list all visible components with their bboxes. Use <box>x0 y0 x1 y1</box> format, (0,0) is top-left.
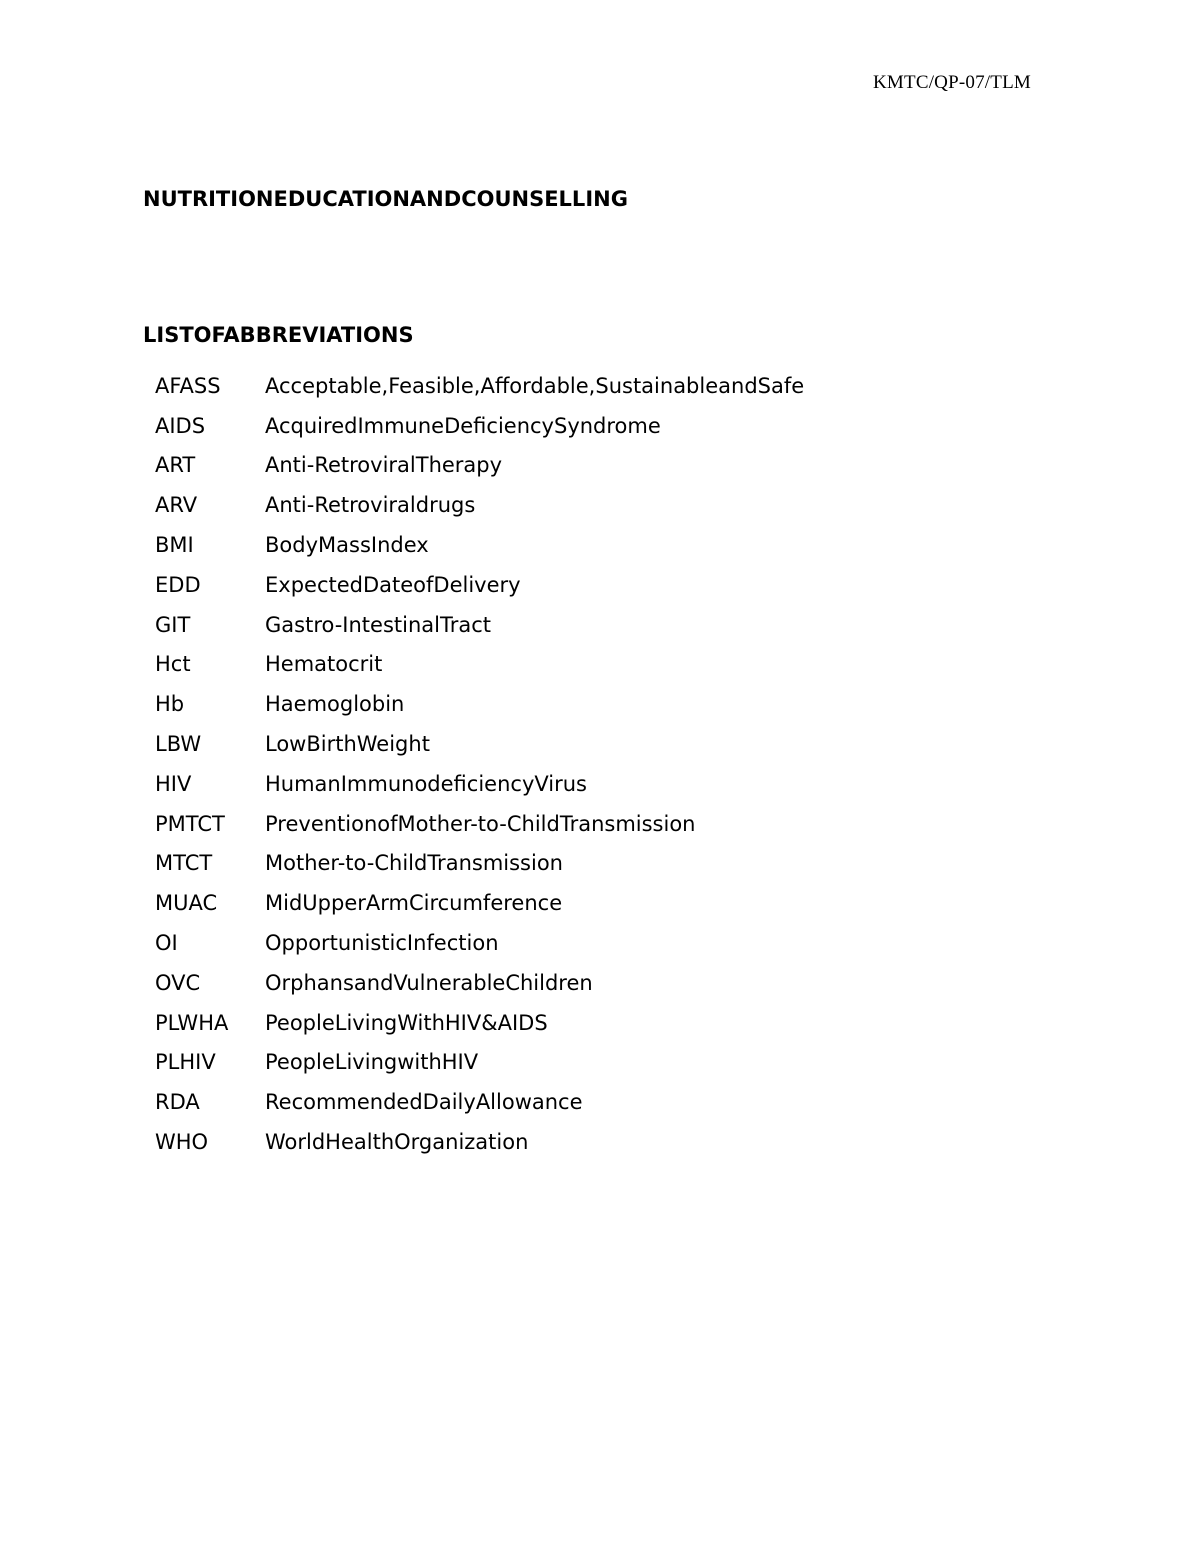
abbreviation-code: RDA <box>155 1090 200 1115</box>
abbreviation-code: GIT <box>155 612 191 637</box>
abbreviation-row <box>155 844 804 884</box>
abbreviation-row <box>155 684 804 724</box>
abbreviation-meaning: Anti-Retroviraldrugs <box>265 493 476 518</box>
abbreviation-code: AFASS <box>155 373 221 398</box>
abbreviation-meaning: Haemoglobin <box>265 692 405 717</box>
abbreviation-meaning: Mother-to-ChildTransmission <box>265 851 563 876</box>
abbreviation-row <box>155 366 804 406</box>
abbreviation-code: PLWHA <box>155 1010 229 1035</box>
abbreviation-code: ARV <box>155 493 198 518</box>
abbreviation-row <box>155 605 804 645</box>
abbreviation-code: HIV <box>155 771 192 796</box>
abbreviation-row <box>155 565 804 605</box>
abbreviation-row <box>155 724 804 764</box>
abbreviation-row <box>155 1082 804 1122</box>
abbreviation-meaning: Acceptable,Feasible,Affordable,SustainableandSafe <box>265 373 805 398</box>
document-title: NUTRITIONEDUCATIONANDCOUNSELLING <box>143 187 628 211</box>
abbreviation-code: Hct <box>155 652 191 677</box>
abbreviation-row <box>155 446 804 486</box>
section-heading: LISTOFABBREVIATIONS <box>143 323 414 347</box>
abbreviation-meaning: OrphansandVulnerableChildren <box>265 970 593 995</box>
abbreviation-meaning: PeopleLivingWithHIV&AIDS <box>265 1010 548 1035</box>
abbreviation-list <box>155 366 804 1162</box>
abbreviation-row <box>155 804 804 844</box>
abbreviation-row <box>155 923 804 963</box>
abbreviation-meaning: RecommendedDailyAllowance <box>265 1090 583 1115</box>
document-code: KMTC/QP-07/TLM <box>873 72 1031 93</box>
abbreviation-row <box>155 1003 804 1043</box>
abbreviation-meaning: BodyMassIndex <box>265 533 429 558</box>
abbreviation-code: OI <box>155 931 178 956</box>
abbreviation-meaning: WorldHealthOrganization <box>265 1130 529 1155</box>
abbreviation-code: WHO <box>155 1130 209 1155</box>
abbreviation-meaning: PreventionofMother-to-ChildTransmission <box>265 811 696 836</box>
abbreviation-meaning: AcquiredImmuneDeficiencySyndrome <box>265 413 661 438</box>
abbreviation-code: ART <box>155 453 196 478</box>
abbreviation-code: OVC <box>155 970 201 995</box>
abbreviation-code: BMI <box>155 533 194 558</box>
abbreviation-meaning: ExpectedDateofDelivery <box>265 572 521 597</box>
abbreviation-meaning: OpportunisticInfection <box>265 931 499 956</box>
abbreviation-code: Hb <box>155 692 185 717</box>
abbreviation-meaning: PeopleLivingwithHIV <box>265 1050 479 1075</box>
abbreviation-row <box>155 645 804 685</box>
abbreviation-meaning: Gastro-IntestinalTract <box>265 612 492 637</box>
abbreviation-row <box>155 1122 804 1162</box>
abbreviation-code: EDD <box>155 572 201 597</box>
abbreviation-code: PMTCT <box>155 811 225 836</box>
abbreviation-row <box>155 963 804 1003</box>
abbreviation-meaning: Anti-RetroviralTherapy <box>265 453 503 478</box>
abbreviation-row <box>155 883 804 923</box>
abbreviation-meaning: LowBirthWeight <box>265 732 430 757</box>
abbreviation-code: MUAC <box>155 891 218 916</box>
abbreviation-row <box>155 764 804 804</box>
abbreviation-code: PLHIV <box>155 1050 216 1075</box>
abbreviation-code: MTCT <box>155 851 213 876</box>
abbreviation-code: LBW <box>155 732 202 757</box>
abbreviation-row <box>155 406 804 446</box>
abbreviation-meaning: MidUpperArmCircumference <box>265 891 563 916</box>
abbreviation-row <box>155 525 804 565</box>
abbreviation-meaning: Hematocrit <box>265 652 383 677</box>
abbreviation-meaning: HumanImmunodeficiencyVirus <box>265 771 587 796</box>
abbreviation-code: AIDS <box>155 413 206 438</box>
abbreviation-row <box>155 485 804 525</box>
abbreviation-row <box>155 1043 804 1083</box>
